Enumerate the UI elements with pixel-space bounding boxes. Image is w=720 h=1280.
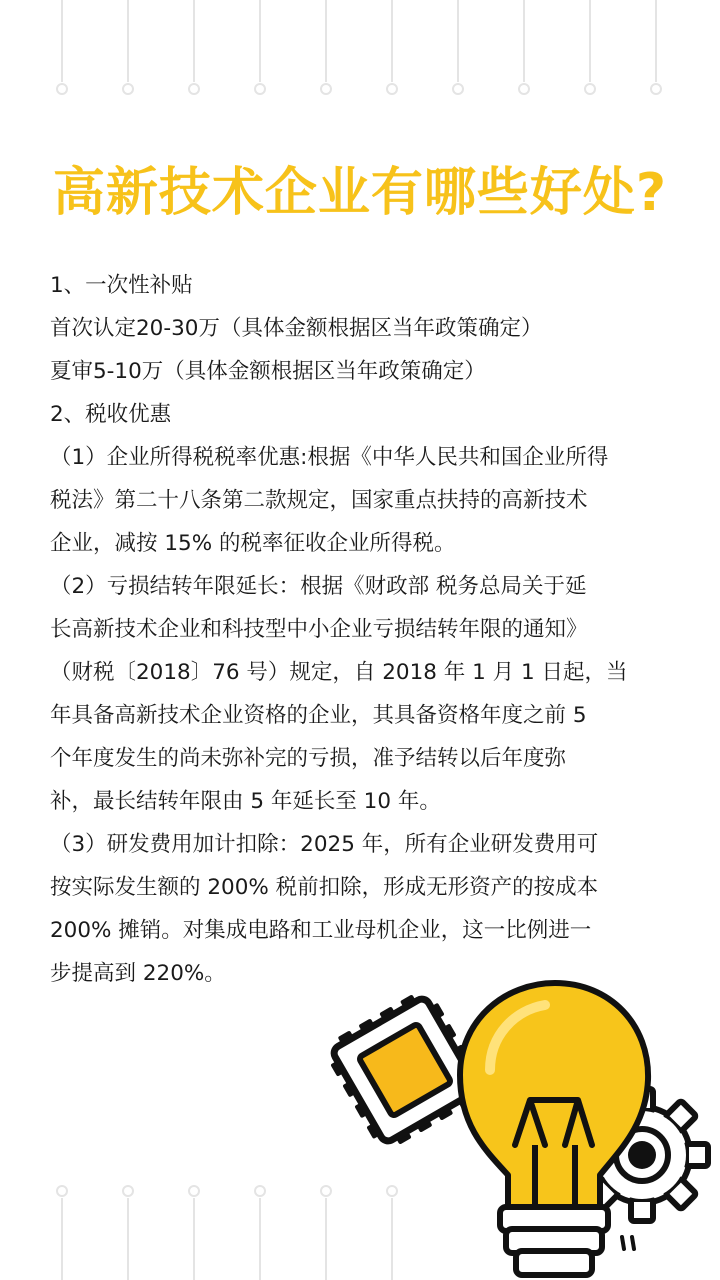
- body-text: [50, 264, 680, 995]
- text-line: 2、税收优惠: [50, 402, 172, 427]
- text-line: （1）企业所得税税率优惠:根据《中华人民共和国企业所得: [50, 445, 609, 470]
- text-line: 补，最长结转年限由 5 年延长至 10 年。: [50, 789, 441, 814]
- text-line: 夏审5-10万（具体金额根据区当年政策确定）: [50, 359, 486, 384]
- page-title: 高新技术企业有哪些好处?: [52, 163, 668, 223]
- top-decorative-lines: [0, 0, 720, 100]
- text-line: （2）亏损结转年限延长：根据《财政部 税务总局关于延: [50, 574, 587, 599]
- text-line: 长高新技术企业和科技型中小企业亏损结转年限的通知》: [50, 617, 588, 642]
- tech-illustration: [330, 975, 720, 1280]
- text-line: 按实际发生额的 200% 税前扣除，形成无形资产的按成本: [50, 875, 599, 900]
- text-line: 税法》第二十八条第二款规定，国家重点扶持的高新技术: [50, 488, 588, 513]
- text-line: （3）研发费用加计扣除：2025 年，所有企业研发费用可: [50, 832, 599, 857]
- text-line: 个年度发生的尚未弥补完的亏损，准予结转以后年度弥: [50, 746, 567, 771]
- text-line: 步提高到 220%。: [50, 961, 226, 986]
- lightbulb-icon: [460, 983, 648, 1275]
- text-line: 200% 摊销。对集成电路和工业母机企业，这一比例进一: [50, 918, 592, 943]
- text-line: 企业，减按 15% 的税率征收企业所得税。: [50, 531, 456, 556]
- text-line: （财税〔2018〕76 号）规定，自 2018 年 1 月 1 日起，当: [50, 660, 628, 685]
- text-line: 首次认定20-30万（具体金额根据区当年政策确定）: [50, 316, 543, 341]
- text-line: 年具备高新技术企业资格的企业，其具备资格年度之前 5: [50, 703, 587, 728]
- text-line: 1、一次性补贴: [50, 273, 193, 298]
